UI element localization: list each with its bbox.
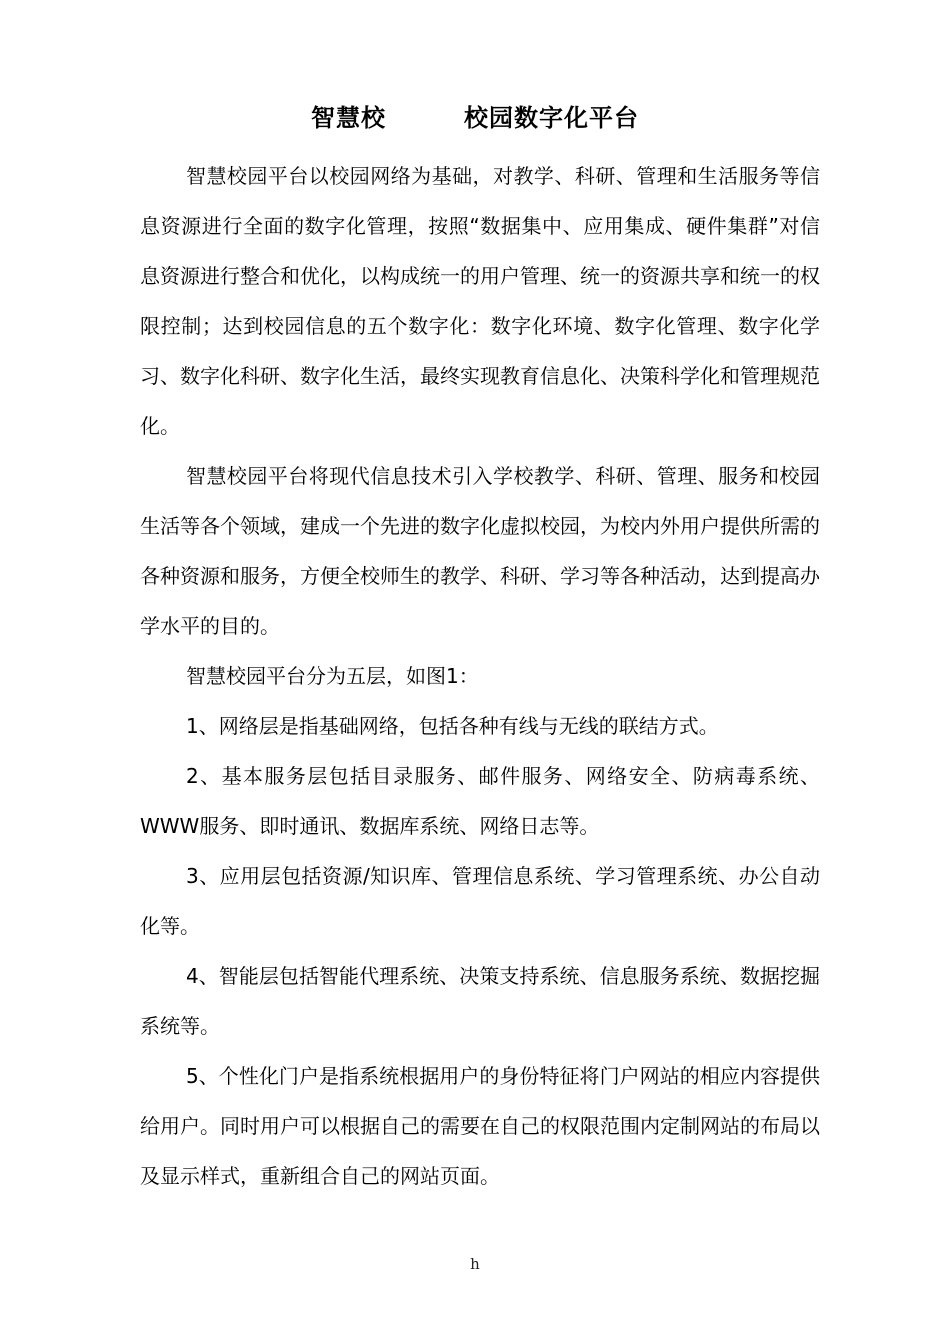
title-part-2: 校园数字化平台: [464, 104, 639, 132]
paragraph-layer-4: 4、智能层包括智能代理系统、决策支持系统、信息服务系统、数据挖掘系统等。: [140, 964, 820, 1038]
document-body: [140, 151, 820, 1201]
document-title: [0, 100, 950, 136]
paragraph-overview: 智慧校园平台将现代信息技术引入学校教学、科研、管理、服务和校园生活等各个领域，建成一个先进的数字化虚拟校园，为校内外用户提供所需的各种资源和服务，方便全校师生的教学、科研、学习等各种活动，达到提高办学水平的目的。: [140, 464, 820, 638]
paragraph-layer-1: 1、网络层是指基础网络，包括各种有线与无线的联结方式。: [186, 714, 719, 738]
paragraph-layer-3: 3、应用层包括资源/知识库、管理信息系统、学习管理系统、办公自动化等。: [140, 864, 820, 938]
title-part-1: 智慧校: [311, 104, 386, 132]
paragraph-layers-heading: 智慧校园平台分为五层，如图1：: [186, 664, 479, 688]
paragraph-layer-5: 5、个性化门户是指系统根据用户的身份特征将门户网站的相应内容提供给用户。同时用户可以根据自己的需要在自己的权限范围内定制网站的布局以及显示样式，重新组合自己的网站页面。: [140, 1064, 820, 1188]
paragraph-layer-2: 2、基本服务层包括目录服务、邮件服务、网络安全、防病毒系统、WWW服务、即时通讯、数据库系统、网络日志等。: [140, 764, 820, 838]
page-footer: h: [470, 1255, 480, 1273]
paragraph-intro: 智慧校园平台以校园网络为基础，对教学、科研、管理和生活服务等信息资源进行全面的数字化管理，按照“数据集中、应用集成、硬件集群”对信息资源进行整合和优化，以构成统一的用户管理、统一的资源共享和统一的权限控制；达到校园信息的五个数字化：数字化环境、数字化管理、数字化学习、数字化科研、数字化生活，最终实现教育信息化、决策科学化和管理规范化。: [140, 164, 820, 438]
